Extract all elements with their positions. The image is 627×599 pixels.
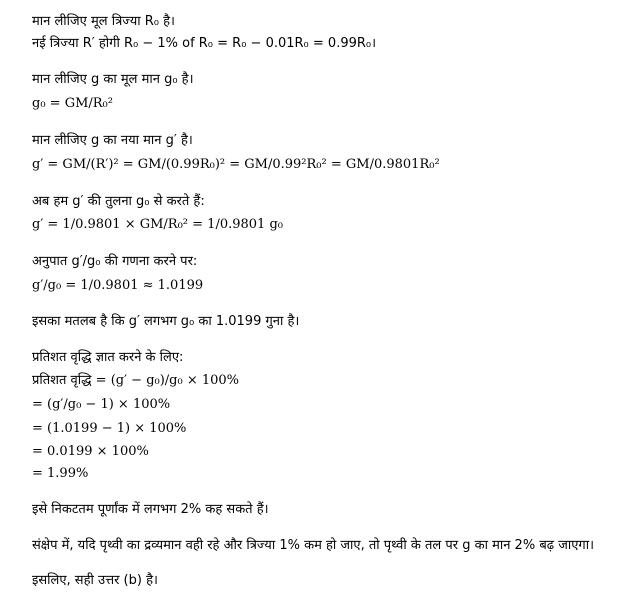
text-line-3: मान लीजिए g का मूल मान g₀ है। <box>32 72 194 87</box>
text-line-19: संक्षेप में, यदि पृथ्वी का द्रव्यमान वही रहे और त्रिज्या 1% कम हो जाए, तो पृथ्वी के तल पर g का मान 2% बढ़ जाएगा। <box>32 538 595 553</box>
text-line-12: प्रतिशत वृद्धि ज्ञात करने के लिए: <box>32 350 184 365</box>
text-line-1: मान लीजिए मूल त्रिज्या R₀ है। <box>32 14 175 29</box>
text-line-11: इसका मतलब है कि g′ लगभग g₀ का 1.0199 गुना है। <box>32 314 300 329</box>
text-line-5: मान लीजिए g का नया मान g′ है। <box>32 133 193 148</box>
equation-percent-3: = (1.0199 − 1) × 100% <box>32 421 187 436</box>
equation-percent-2: = (g′/g₀ − 1) × 100% <box>32 397 171 412</box>
equation-ratio: g′/g₀ = 1/0.9801 ≈ 1.0199 <box>32 278 204 293</box>
equation-percent-4: = 0.0199 × 100% <box>32 444 149 459</box>
text-line-7: अब हम g′ की तुलना g₀ से करते हैं: <box>32 194 205 209</box>
equation-comparison: g′ = 1/0.9801 × GM/R₀² = 1/0.9801 g₀ <box>32 217 283 232</box>
text-line-2: नई त्रिज्या R′ होगी R₀ − 1% of R₀ = R₀ − 0.01R₀ = 0.99R₀। <box>32 36 377 51</box>
equation-percent-1: प्रतिशत वृद्धि = (g′ − g₀)/g₀ × 100% <box>32 373 240 388</box>
equation-g0: g₀ = GM/R₀² <box>32 96 113 111</box>
text-line-20: इसलिए, सही उत्तर (b) है। <box>32 573 158 588</box>
text-line-9: अनुपात g′/g₀ की गणना करने पर: <box>32 254 198 269</box>
equation-percent-5: = 1.99% <box>32 466 89 481</box>
text-line-18: इसे निकटतम पूर्णांक में लगभग 2% कह सकते हैं। <box>32 502 269 517</box>
equation-g-prime: g′ = GM/(R′)² = GM/(0.99R₀)² = GM/0.99²R₀² = GM/0.9801R₀² <box>32 157 440 172</box>
